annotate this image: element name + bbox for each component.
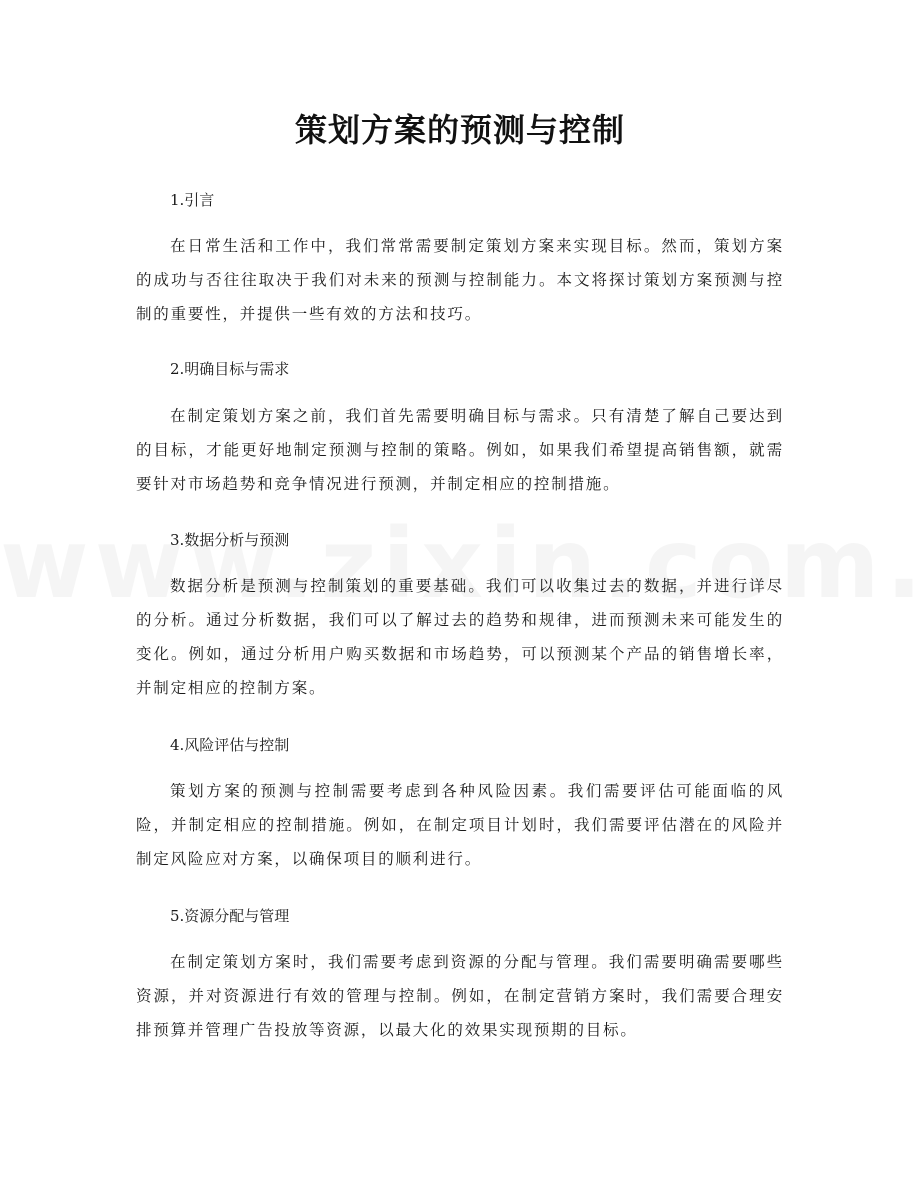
section-heading-data-analysis: 3.数据分析与预测 <box>170 531 290 549</box>
section-heading-goals: 2.明确目标与需求 <box>170 360 290 378</box>
section-heading-risk: 4.风险评估与控制 <box>170 736 290 754</box>
section-paragraph-intro: 在日常生活和工作中，我们常常需要制定策划方案来实现目标。然而，策划方案的成功与否往往取决于我们对未来的预测与控制能力。本文将探讨策划方案预测与控制的重要性，并提供一些有效的方法和技巧。 <box>136 237 784 323</box>
section-paragraph-goals: 在制定策划方案之前，我们首先需要明确目标与需求。只有清楚了解自己要达到的目标，才能更好地制定预测与控制的策略。例如，如果我们希望提高销售额，就需要针对市场趋势和竞争情况进行预测，并制定相应的控制措施。 <box>136 407 784 493</box>
page-title: 策划方案的预测与控制 <box>294 111 625 149</box>
section-heading-resources: 5.资源分配与管理 <box>170 907 290 925</box>
section-heading-intro: 1.引言 <box>170 191 215 209</box>
section-paragraph-resources: 在制定策划方案时，我们需要考虑到资源的分配与管理。我们需要明确需要哪些资源，并对资源进行有效的管理与控制。例如，在制定营销方案时，我们需要合理安排预算并管理广告投放等资源，以最大化的效果实现预期的目标。 <box>136 953 784 1039</box>
section-paragraph-data-analysis: 数据分析是预测与控制策划的重要基础。我们可以收集过去的数据，并进行详尽的分析。通过分析数据，我们可以了解过去的趋势和规律，进而预测未来可能发生的变化。例如，通过分析用户购买数据和市场趋势，可以预测某个产品的销售增长率，并制定相应的控制方案。 <box>136 577 784 697</box>
section-paragraph-risk: 策划方案的预测与控制需要考虑到各种风险因素。我们需要评估可能面临的风险，并制定相应的控制措施。例如，在制定项目计划时，我们需要评估潜在的风险并制定风险应对方案，以确保项目的顺利进行。 <box>136 782 784 868</box>
